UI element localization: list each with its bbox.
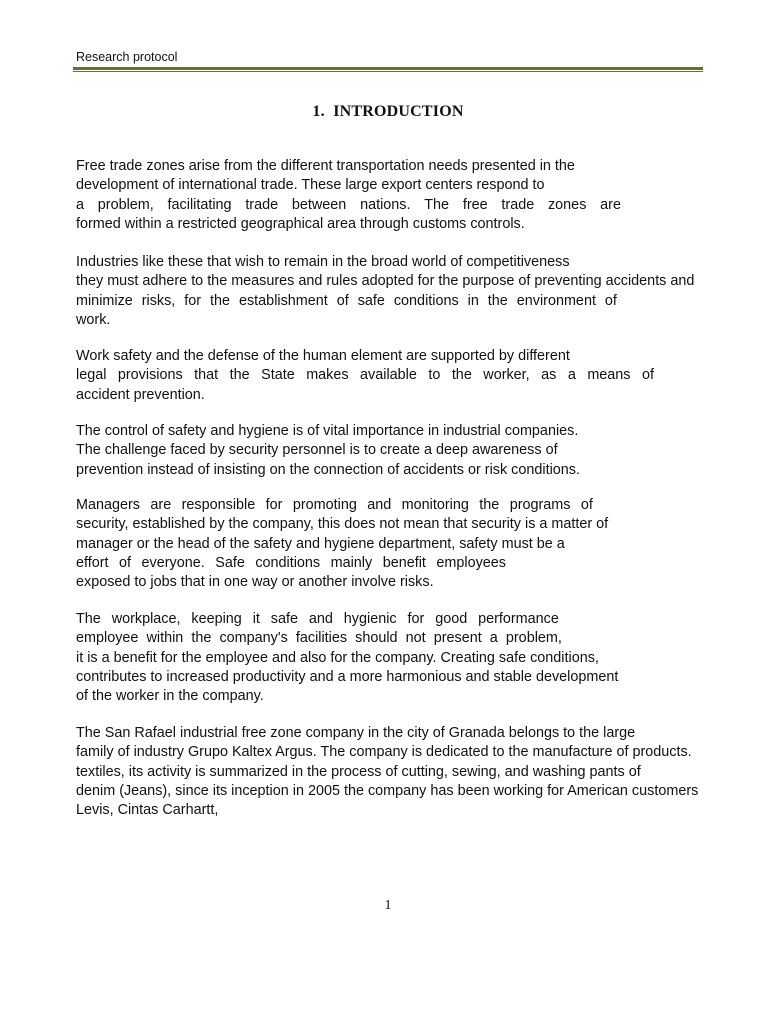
text-line: Levis, Cintas Carhartt, [76,802,219,819]
text-line: employee within the company's facilities should not present a problem, [76,630,562,647]
text-line: Managers are responsible for promoting and monitoring the programs of [76,497,593,513]
text-line: development of international trade. These large export centers respond to [76,177,545,194]
text-line: of the worker in the company. [76,688,264,705]
text-line: The challenge faced by security personnel is to create a deep awareness of [76,442,558,459]
text-line: Free trade zones arise from the different transportation needs presented in the [76,158,575,174]
page-number: 1 [384,898,392,913]
text-line: The workplace, keeping it safe and hygienic for good performance [76,611,559,627]
text-line: work. [76,311,111,328]
text-line: effort of everyone. Safe conditions mainly benefit employees [76,554,506,571]
text-line: accident prevention. [76,386,205,403]
text-line: The control of safety and hygiene is of vital importance in industrial companies. [76,423,579,439]
text-line: security, established by the company, this does not mean that security is a matter of [76,516,609,533]
text-line: formed within a restricted geographical area through customs controls. [76,215,525,232]
text-line: exposed to jobs that in one way or another involve risks. [76,574,434,591]
text-line: textiles, its activity is summarized in the process of cutting, sewing, and washing pants of [76,763,641,780]
text-line: family of industry Grupo Kaltex Argus. The company is dedicated to the manufacture of products. [76,744,692,761]
section-number: 1. [312,103,325,120]
header-rule [73,67,703,70]
text-line: contributes to increased productivity and a more harmonious and stable development [76,668,619,685]
text-line: prevention instead of insisting on the connection of accidents or risk conditions. [76,461,580,478]
section-title: INTRODUCTION [333,103,464,120]
text-line: legal provisions that the State makes available to the worker, as a means of [76,367,654,384]
text-line: it is a benefit for the employee and also for the company. Creating safe conditions, [76,649,599,666]
text-line: Work safety and the defense of the human element are supported by different [76,348,570,364]
text-line: The San Rafael industrial free zone company in the city of Granada belongs to the large [76,725,636,741]
text-line: a problem, facilitating trade between nations. The free trade zones are [76,196,621,213]
text-line: manager or the head of the safety and hygiene department, safety must be a [76,535,565,552]
running-header: Research protocol [76,50,178,64]
header-rule-thin [73,71,703,72]
text-line: minimize risks, for the establishment of safe conditions in the environment of [76,292,617,309]
text-line: Industries like these that wish to remain in the broad world of competitiveness [76,254,570,270]
text-line: denim (Jeans), since its inception in 2005 the company has been working for American customers [76,782,699,799]
text-line: they must adhere to the measures and rules adopted for the purpose of preventing accidents and [76,273,695,290]
section-heading [0,103,768,121]
